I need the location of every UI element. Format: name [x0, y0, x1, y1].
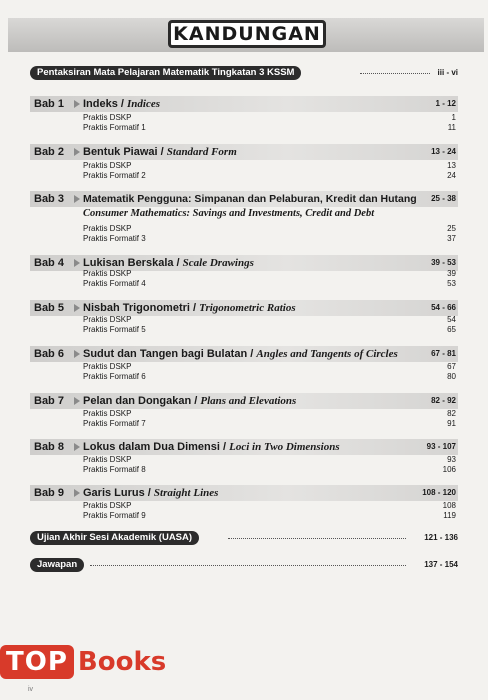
arrow-icon: [74, 397, 80, 405]
sub-item-page: 93: [447, 455, 456, 464]
sub-item[interactable]: [83, 465, 458, 475]
arrow-icon: [74, 195, 80, 203]
sub-item-page: 53: [447, 279, 456, 288]
sub-item-page: 37: [447, 234, 456, 243]
sub-item[interactable]: [83, 511, 458, 521]
sub-item-label: Praktis Formatif 2: [83, 171, 146, 180]
sub-item-page: 91: [447, 419, 456, 428]
sub-item-page: 1: [451, 113, 456, 122]
chapter-number: Bab 1: [34, 98, 64, 110]
sub-item[interactable]: [83, 171, 458, 181]
sub-item[interactable]: [83, 224, 458, 234]
leader-dots: [360, 73, 430, 74]
watermark: [0, 642, 166, 682]
watermark-top: TOP: [0, 645, 74, 679]
chapter-title: Matematik Pengguna: Simpanan dan Pelaburan, Kredit dan Hutang: [83, 193, 417, 205]
sub-item[interactable]: [83, 372, 458, 382]
chapter-title: Sudut dan Tangen bagi Bulatan / Angles and Tangents of Circles: [83, 348, 398, 360]
intro-label: Pentaksiran Mata Pelajaran Matematik Tingkatan 3 KSSM: [30, 66, 301, 80]
title-box: [168, 20, 326, 48]
intro-pages: iii - vi: [437, 68, 458, 77]
page-number: iv: [28, 686, 34, 693]
page-title: KANDUNGAN: [173, 23, 321, 45]
sub-item-page: 65: [447, 325, 456, 334]
chapter-number: Bab 2: [34, 146, 64, 158]
chapter-number: Bab 7: [34, 395, 64, 407]
sub-item-label: Praktis DSKP: [83, 455, 132, 464]
chapter-title: Bentuk Piawai / Standard Form: [83, 146, 237, 158]
arrow-icon: [74, 148, 80, 156]
sub-item-page: 119: [443, 511, 456, 520]
answers-label: Jawapan: [30, 558, 84, 572]
sub-item[interactable]: [83, 455, 458, 465]
sub-item-page: 108: [442, 501, 456, 510]
sub-item[interactable]: [83, 501, 458, 511]
sub-item-label: Praktis DSKP: [83, 224, 132, 233]
answers-pages: 137 - 154: [424, 560, 458, 569]
sub-item[interactable]: [83, 325, 458, 335]
leader-dots: [90, 565, 406, 566]
sub-item[interactable]: [83, 269, 458, 279]
sub-item-page: 54: [447, 315, 456, 324]
sub-item-label: Praktis Formatif 7: [83, 419, 146, 428]
sub-item-page: 13: [447, 161, 456, 170]
sub-item[interactable]: [83, 362, 458, 372]
chapter-title: Lokus dalam Dua Dimensi / Loci in Two Dimensions: [83, 441, 340, 453]
arrow-icon: [74, 259, 80, 267]
chapter-number: Bab 6: [34, 348, 64, 360]
sub-item-page: 80: [447, 372, 456, 381]
sub-item-page: 11: [447, 123, 456, 132]
uasa-pages: 121 - 136: [424, 533, 458, 542]
arrow-icon: [74, 489, 80, 497]
sub-item[interactable]: [83, 279, 458, 289]
sub-item-label: Praktis DSKP: [83, 269, 132, 278]
sub-item-label: Praktis DSKP: [83, 362, 132, 371]
answers-row[interactable]: [30, 558, 458, 572]
chapter-page-range: 93 - 107: [426, 442, 456, 451]
sub-item[interactable]: [83, 234, 458, 244]
sub-item[interactable]: [83, 123, 458, 133]
arrow-icon: [74, 304, 80, 312]
chapter-page-range: 54 - 66: [431, 303, 456, 312]
chapter-title: Pelan dan Dongakan / Plans and Elevations: [83, 395, 297, 407]
sub-item-label: Praktis DSKP: [83, 113, 132, 122]
sub-item-label: Praktis Formatif 8: [83, 465, 146, 474]
sub-item-label: Praktis Formatif 5: [83, 325, 146, 334]
sub-item-page: 82: [447, 409, 456, 418]
sub-item[interactable]: [83, 315, 458, 325]
chapter-page-range: 67 - 81: [431, 349, 456, 358]
sub-item-page: 106: [442, 465, 456, 474]
sub-item[interactable]: [83, 161, 458, 171]
chapter-number: Bab 9: [34, 487, 64, 499]
uasa-row[interactable]: [30, 531, 458, 545]
sub-item-label: Praktis Formatif 3: [83, 234, 146, 243]
chapter-number: Bab 8: [34, 441, 64, 453]
sub-item[interactable]: [83, 419, 458, 429]
chapter-title: Indeks / Indices: [83, 98, 161, 110]
chapter-page-range: 108 - 120: [422, 488, 456, 497]
arrow-icon: [74, 100, 80, 108]
chapter-page-range: 39 - 53: [431, 258, 456, 267]
chapter-title: Lukisan Berskala / Scale Drawings: [83, 257, 254, 269]
sub-item-label: Praktis Formatif 1: [83, 123, 146, 132]
uasa-label: Ujian Akhir Sesi Akademik (UASA): [30, 531, 199, 545]
sub-item-label: Praktis DSKP: [83, 161, 132, 170]
chapter-number: Bab 4: [34, 257, 64, 269]
leader-dots: [228, 538, 406, 539]
chapter-title: Nisbah Trigonometri / Trigonometric Ratios: [83, 302, 296, 314]
sub-item-label: Praktis DSKP: [83, 315, 132, 324]
sub-item-label: Praktis Formatif 4: [83, 279, 146, 288]
sub-item-page: 39: [447, 269, 456, 278]
sub-item-page: 24: [447, 171, 456, 180]
sub-item[interactable]: [83, 113, 458, 123]
chapter-subtitle: Consumer Mathematics: Savings and Investments, Credit and Debt: [83, 208, 375, 219]
chapter-page-range: 1 - 12: [435, 99, 456, 108]
sub-item-label: Praktis Formatif 9: [83, 511, 146, 520]
chapter-number: Bab 5: [34, 302, 64, 314]
chapter-number: Bab 3: [34, 193, 64, 205]
arrow-icon: [74, 350, 80, 358]
sub-item-label: Praktis Formatif 6: [83, 372, 146, 381]
sub-item-page: 67: [447, 362, 456, 371]
arrow-icon: [74, 443, 80, 451]
watermark-books: Books: [77, 647, 167, 677]
chapter-page-range: 82 - 92: [431, 396, 456, 405]
sub-item[interactable]: [83, 409, 458, 419]
chapter-page-range: 25 - 38: [431, 194, 456, 203]
sub-item-label: Praktis DSKP: [83, 409, 132, 418]
sub-item-page: 25: [447, 224, 456, 233]
chapter-page-range: 13 - 24: [431, 147, 456, 156]
chapter-3[interactable]: [30, 191, 458, 223]
sub-item-label: Praktis DSKP: [83, 501, 132, 510]
chapter-title: Garis Lurus / Straight Lines: [83, 487, 219, 499]
intro-row[interactable]: [30, 66, 458, 80]
